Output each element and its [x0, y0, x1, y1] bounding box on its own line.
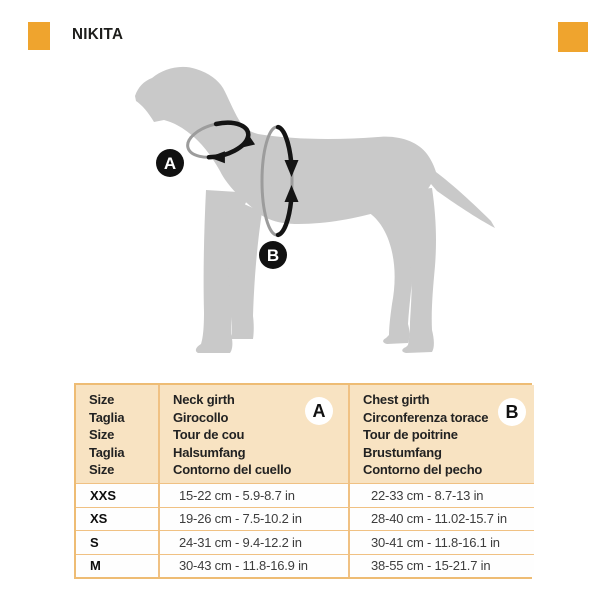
dog-body-shape: [135, 67, 495, 353]
column-b-badge: B: [498, 398, 526, 426]
product-name-title: NIKITA: [72, 26, 124, 43]
table-row-chest-value: 28-40 cm - 11.02-15.7 in: [350, 507, 534, 531]
chest-girth-column-header: Chest girth Circonferenza torace Tour de poitrine Brustumfang Contorno del pecho B: [350, 385, 534, 483]
column-a-badge: A: [305, 397, 333, 425]
size-chart-table: [74, 383, 532, 579]
table-row-chest-value: 38-55 cm - 15-21.7 in: [350, 554, 534, 578]
marker-b-label: B: [266, 246, 280, 265]
neck-girth-column-header: Neck girth Girocollo Tour de cou Halsumfang Contorno del cuello A: [160, 385, 350, 483]
marker-a-badge: [156, 149, 184, 177]
size-column-header: Size Taglia Size Taglia Size: [76, 385, 160, 483]
table-row-size-label: M: [76, 554, 160, 578]
marker-b-badge: [259, 241, 287, 269]
table-row-chest-value: 30-41 cm - 11.8-16.1 in: [350, 530, 534, 554]
table-row-chest-value: 22-33 cm - 8.7-13 in: [350, 483, 534, 507]
table-row-neck-value: 19-26 cm - 7.5-10.2 in: [160, 507, 350, 531]
dog-silhouette-illustration: [80, 60, 600, 370]
table-row-size-label: XXS: [76, 483, 160, 507]
table-row-size-label: S: [76, 530, 160, 554]
table-row-neck-value: 24-31 cm - 9.4-12.2 in: [160, 530, 350, 554]
table-row-size-label: XS: [76, 507, 160, 531]
brand-accent-square-left: [28, 22, 50, 50]
table-row-neck-value: 15-22 cm - 5.9-8.7 in: [160, 483, 350, 507]
table-row-neck-value: 30-43 cm - 11.8-16.9 in: [160, 554, 350, 578]
marker-a-label: A: [163, 154, 177, 173]
brand-accent-square-right: [558, 22, 588, 52]
